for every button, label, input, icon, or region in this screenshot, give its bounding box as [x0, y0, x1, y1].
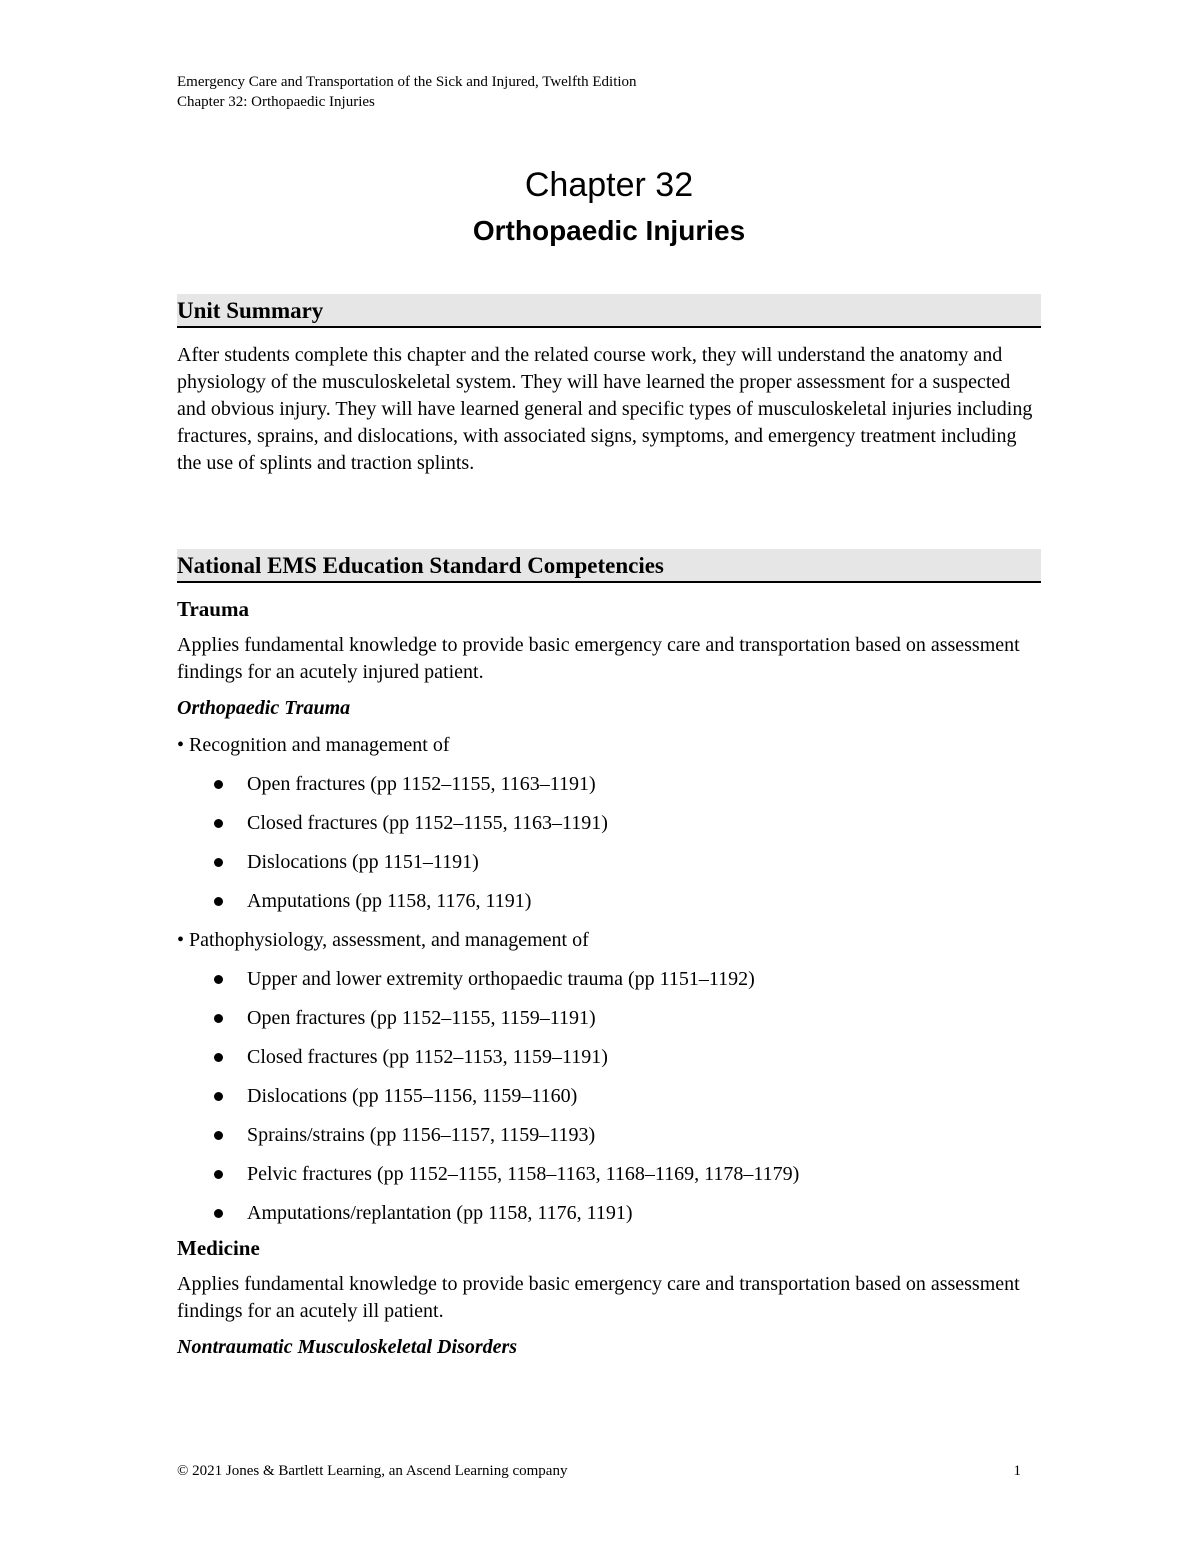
competencies-heading: National EMS Education Standard Competencies — [177, 553, 664, 578]
book-title: Emergency Care and Transportation of the Sick and Injured, Twelfth Edition — [177, 74, 637, 90]
group-lead: • Recognition and management of — [177, 734, 450, 756]
competencies-body — [177, 596, 1041, 1371]
bullet-icon — [214, 897, 223, 906]
orthopaedic-trauma-heading: Orthopaedic Trauma — [177, 697, 351, 719]
list-item — [177, 966, 1041, 993]
list-item-text: Pelvic fractures (pp 1152–1155, 1158–1163, 1168–1169, 1178–1179) — [247, 1163, 800, 1185]
nontraumatic-disorders-heading: Nontraumatic Musculoskeletal Disorders — [177, 1336, 518, 1358]
list-item — [177, 1005, 1041, 1032]
bullet-icon — [214, 1092, 223, 1101]
trauma-heading: Trauma — [177, 597, 249, 621]
list-item-text: Closed fractures (pp 1152–1155, 1163–1191) — [247, 812, 608, 834]
bullet-icon — [214, 1170, 223, 1179]
bullet-list — [177, 966, 1041, 1227]
bullet-icon — [214, 1014, 223, 1023]
bullet-list — [177, 771, 1041, 915]
bullet-icon — [214, 819, 223, 828]
list-item-text: Open fractures (pp 1152–1155, 1159–1191) — [247, 1007, 596, 1029]
medicine-description: Applies fundamental knowledge to provide basic emergency care and transportation based on assessment findings for an acutely ill patient. — [177, 1273, 1020, 1322]
list-item-text: Closed fractures (pp 1152–1153, 1159–1191) — [247, 1046, 608, 1068]
list-item-text: Dislocations (pp 1151–1191) — [247, 851, 479, 873]
list-item — [177, 810, 1041, 837]
list-item — [177, 1083, 1041, 1110]
list-item — [177, 1161, 1041, 1188]
title-block — [177, 163, 1041, 249]
bullet-icon — [214, 1053, 223, 1062]
unit-summary-heading-bar — [177, 294, 1041, 328]
trauma-description: Applies fundamental knowledge to provide basic emergency care and transportation based on assessment findings for an acutely injured patient. — [177, 634, 1020, 683]
list-item — [177, 1044, 1041, 1071]
list-item-text: Upper and lower extremity orthopaedic trauma (pp 1151–1192) — [247, 968, 755, 990]
list-item-text: Open fractures (pp 1152–1155, 1163–1191) — [247, 773, 596, 795]
list-item — [177, 849, 1041, 876]
competencies-heading-bar — [177, 549, 1041, 583]
running-header — [177, 72, 637, 112]
list-item-text: Sprains/strains (pp 1156–1157, 1159–1193) — [247, 1124, 596, 1146]
unit-summary-heading: Unit Summary — [177, 298, 324, 323]
unit-summary-text: After students complete this chapter and the related course work, they will understand the anatomy and physiology of the musculoskeletal system. They will have learned the proper assessment for a suspected and obvious injury. They will have learned general and specific types of musculoskeletal injuries including fractures, sprains, and dislocations, with associated signs, symptoms, and emergency treatment including the use of splints and traction splints. — [177, 344, 1033, 474]
chapter-title: Orthopaedic Injuries — [472, 215, 746, 246]
list-item-text: Dislocations (pp 1155–1156, 1159–1160) — [247, 1085, 578, 1107]
list-item — [177, 771, 1041, 798]
chapter-number: Chapter 32 — [524, 166, 694, 204]
bullet-icon — [214, 975, 223, 984]
list-item — [177, 1200, 1041, 1227]
list-item-text: Amputations/replantation (pp 1158, 1176, 1191) — [247, 1202, 633, 1224]
chapter-line: Chapter 32: Orthopaedic Injuries — [177, 94, 375, 110]
list-item — [177, 888, 1041, 915]
bullet-icon — [214, 780, 223, 789]
page-footer — [177, 1461, 1041, 1481]
list-item — [177, 1122, 1041, 1149]
copyright-notice: © 2021 Jones & Bartlett Learning, an Ascend Learning company — [177, 1463, 568, 1479]
list-item-text: Amputations (pp 1158, 1176, 1191) — [247, 890, 532, 912]
bullet-icon — [214, 858, 223, 867]
group-lead: • Pathophysiology, assessment, and management of — [177, 929, 589, 951]
bullet-icon — [214, 1131, 223, 1140]
bullet-icon — [214, 1209, 223, 1218]
page-number: 1 — [1013, 1463, 1021, 1479]
medicine-heading: Medicine — [177, 1236, 260, 1260]
